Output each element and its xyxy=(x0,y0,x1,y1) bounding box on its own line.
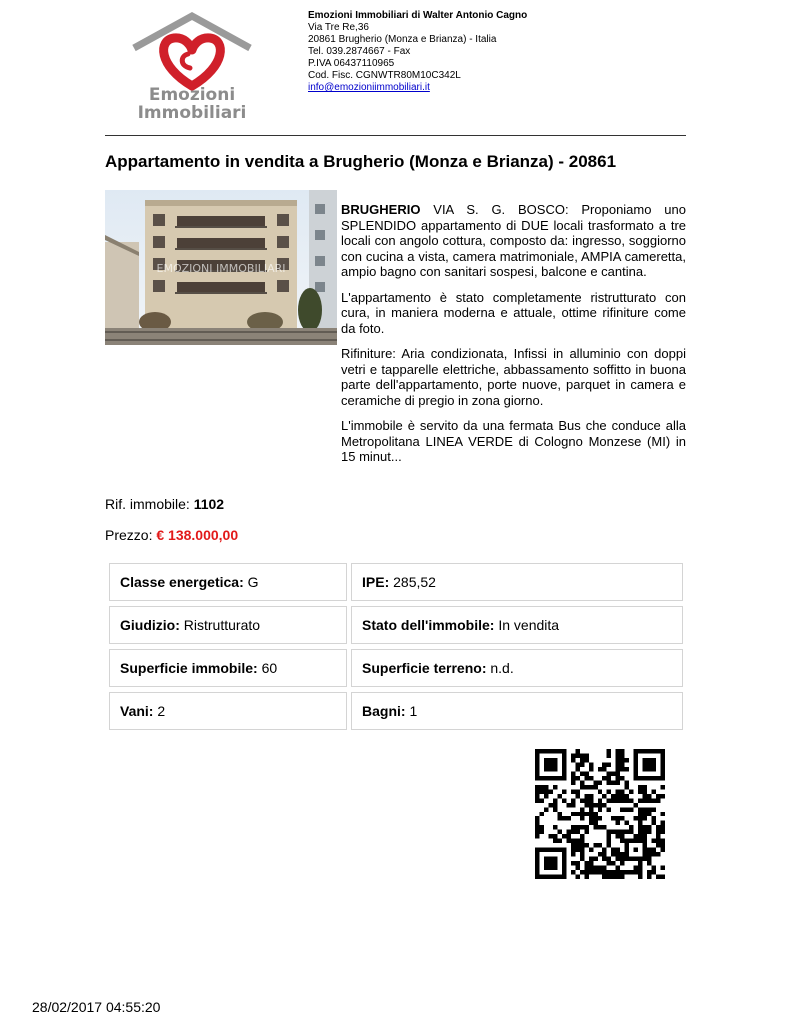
features-table xyxy=(109,563,683,735)
feature-value: 2 xyxy=(153,703,166,719)
price-label: Prezzo: xyxy=(105,527,157,543)
feature-value: In vendita xyxy=(494,617,560,633)
feature-cell xyxy=(109,606,347,644)
agency-name: Emozioni Immobiliari di Walter Antonio Cagno xyxy=(308,10,528,21)
feature-cell xyxy=(351,692,683,730)
feature-label: Classe energetica: xyxy=(120,574,244,590)
agency-phone: Tel. 039.2874667 - Fax xyxy=(308,46,411,57)
feature-label: IPE: xyxy=(362,574,390,590)
reference-value: 1102 xyxy=(193,496,225,512)
description-text: VIA S. G. BOSCO: Proponiamo uno SPLENDIDO appartamento di DUE locali trasformato a tre locali con angolo cottura, composto da: ingresso, soggiorno con cucina a vista, camera matrimoniale, AMPIA cameretta, ampio bagno con sanitari sospesi, balcone e cantina. xyxy=(341,202,686,279)
agency-city: 20861 Brugherio (Monza e Brianza) - Italia xyxy=(308,34,497,45)
logo-line1: Emozioni xyxy=(148,85,236,105)
agency-address: Via Tre Re,36 xyxy=(308,22,369,33)
print-timestamp: 28/02/2017 04:55:20 xyxy=(32,999,161,1015)
feature-value: 60 xyxy=(257,660,278,676)
listing-description xyxy=(341,202,686,475)
property-photo xyxy=(105,190,337,345)
photo-watermark: EMOZIONI IMMOBILIARI xyxy=(156,262,286,275)
feature-value: G xyxy=(243,574,259,590)
feature-label: Stato dell'immobile: xyxy=(362,617,495,633)
agency-logo xyxy=(128,10,256,122)
description-paragraph: L'appartamento è stato completamente ristrutturato con cura, in maniera moderna e attuale, ottime rifiniture come da foto. xyxy=(341,289,686,336)
feature-label: Superficie immobile: xyxy=(120,660,258,676)
price xyxy=(105,527,238,543)
feature-cell xyxy=(351,649,683,687)
feature-cell xyxy=(351,563,683,601)
feature-label: Vani: xyxy=(120,703,154,719)
feature-value: Ristrutturato xyxy=(179,617,261,633)
agency-info xyxy=(308,10,527,94)
reference xyxy=(105,496,224,512)
agency-email-link[interactable]: info@emozioniimmobiliari.it xyxy=(308,82,430,93)
heart-icon xyxy=(164,38,221,86)
agency-codfisc: Cod. Fisc. CGNWTR80M10C342L xyxy=(308,70,461,81)
feature-label: Bagni: xyxy=(362,703,406,719)
logo-line2: Immobiliari xyxy=(137,103,247,122)
feature-value: 285,52 xyxy=(389,574,436,590)
feature-cell xyxy=(109,692,347,730)
feature-cell xyxy=(109,649,347,687)
header-divider xyxy=(105,135,686,136)
features-row xyxy=(109,692,683,730)
feature-value: 1 xyxy=(405,703,418,719)
listing-title: Appartamento in vendita a Brugherio (Monza e Brianza) - 20861 xyxy=(105,152,617,171)
description-paragraph: L'immobile è servito da una fermata Bus che conduce alla Metropolitana LINEA VERDE di Cologno Monzese (MI) in 15 minut... xyxy=(341,418,686,464)
description-paragraph: Rifiniture: Aria condizionata, Infissi in alluminio con doppi vetri e tapparelle elettriche, abbassamento soffitto in buona parte dell'appartamento, porte nuove, parquet in camera e ceramiche di pregio in zona giorno. xyxy=(341,346,686,408)
feature-cell xyxy=(109,563,347,601)
heart-swirl-icon xyxy=(182,54,190,68)
qr-code xyxy=(535,749,665,879)
feature-label: Superficie terreno: xyxy=(362,660,487,676)
feature-value: n.d. xyxy=(486,660,514,676)
features-row xyxy=(109,563,683,601)
reference-label: Rif. immobile: xyxy=(105,496,194,512)
agency-piva: P.IVA 06437110965 xyxy=(308,58,395,69)
feature-label: Giudizio: xyxy=(120,617,180,633)
description-city: BRUGHERIO xyxy=(341,202,421,217)
features-row xyxy=(109,606,683,644)
description-paragraph xyxy=(341,202,686,280)
features-row xyxy=(109,649,683,687)
feature-cell xyxy=(351,606,683,644)
price-value: € 138.000,00 xyxy=(156,527,239,543)
